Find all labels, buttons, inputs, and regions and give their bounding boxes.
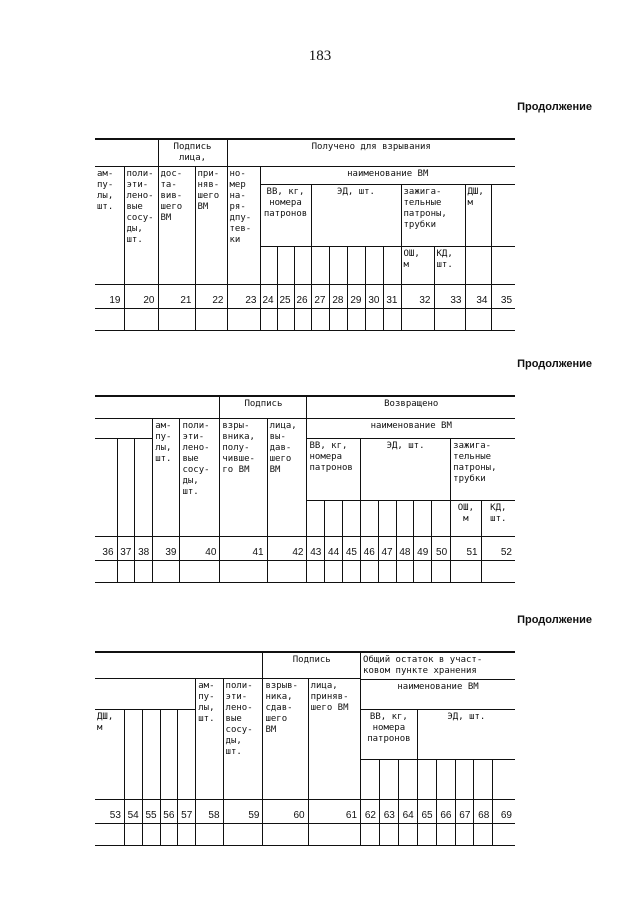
col-num: 61 (308, 799, 360, 823)
column-number-row-3 (95, 799, 515, 823)
col-num: 50 (432, 536, 451, 560)
header-podpis-lica: Подпись лица, (158, 139, 227, 167)
header-ed: ЭД, шт. (311, 185, 401, 247)
header-naimenovanie: наименование ВМ (260, 167, 515, 185)
header-vv: ВВ, кг, номера патронов (260, 185, 311, 247)
header-polietilenovye: поли- эти- лено- вые сосу- ды, шт. (124, 167, 158, 285)
header-osh: ОШ, м (451, 500, 481, 536)
col-num: 68 (474, 799, 493, 823)
col-num: 52 (481, 536, 515, 560)
col-num: 24 (260, 285, 277, 309)
col-num: 62 (361, 799, 380, 823)
col-num: 30 (365, 285, 383, 309)
col-num: 44 (325, 536, 343, 560)
header-vozvrascheno: Возвращено (307, 396, 515, 418)
col-num: 46 (360, 536, 378, 560)
col-num: 34 (465, 285, 491, 309)
header-dsh: ДШ, м (465, 185, 491, 247)
col-num: 29 (347, 285, 365, 309)
col-num: 21 (158, 285, 195, 309)
table-row (95, 560, 515, 582)
continuation-label-3: Продолжение (517, 614, 592, 626)
header-ed: ЭД, шт. (360, 438, 450, 500)
header-obschiy-ostatok: Общий остаток в участ- ковом пункте хранения (361, 652, 515, 680)
header-lica-prinyavshego: лица, приняв- шего ВМ (308, 678, 360, 799)
col-num: 35 (491, 285, 515, 309)
continuation-label-1: Продолжение (517, 101, 592, 113)
col-num: 36 (95, 536, 117, 560)
col-num: 63 (379, 799, 398, 823)
header-kd: КД, шт. (434, 247, 465, 285)
header-osh: ОШ, м (401, 247, 434, 285)
col-num: 42 (267, 536, 307, 560)
col-num: 31 (383, 285, 401, 309)
col-num: 47 (378, 536, 396, 560)
header-polietilenovye: поли- эти- лено- вые сосу- ды, шт. (180, 418, 220, 536)
header-vv: ВВ, кг, номера патронов (307, 438, 360, 500)
col-num: 66 (436, 799, 455, 823)
page-number: 183 (308, 48, 332, 64)
table-1 (95, 138, 515, 331)
header-zazhigatelnye: зажига- тельные патроны, трубки (451, 438, 515, 500)
col-num: 25 (277, 285, 294, 309)
col-num: 54 (124, 799, 142, 823)
col-num: 27 (311, 285, 329, 309)
col-num: 55 (142, 799, 160, 823)
header-nomer-ryada: но- мер на- ря- дпу- тев- ки (227, 167, 260, 285)
col-num: 39 (153, 536, 180, 560)
col-num: 43 (307, 536, 325, 560)
col-num: 37 (117, 536, 135, 560)
header-naimenovanie: наименование ВМ (307, 418, 515, 438)
col-num: 19 (95, 285, 124, 309)
col-num: 65 (417, 799, 436, 823)
col-num: 22 (195, 285, 227, 309)
col-num: 48 (396, 536, 414, 560)
header-ampuly: ам- пу- лы, шт. (196, 678, 223, 799)
header-prinyavshego: при- няв- шего ВМ (195, 167, 227, 285)
header-podpis: Подпись (263, 652, 361, 678)
table-row (95, 309, 515, 331)
col-num: 67 (455, 799, 474, 823)
col-num: 59 (223, 799, 263, 823)
header-polietilenovye: поли- эти- лено- вые сосу- ды, шт. (223, 678, 263, 799)
column-number-row-1 (95, 285, 515, 309)
col-num: 58 (196, 799, 223, 823)
column-number-row-2 (95, 536, 515, 560)
table-row (95, 823, 515, 845)
header-polucheno: Получено для взрывания (227, 139, 515, 167)
col-num: 23 (227, 285, 260, 309)
header-dostavivshego: дос- та- вив- шего ВМ (158, 167, 195, 285)
col-num: 51 (451, 536, 481, 560)
header-ampuly: ам- пу- лы, шт. (95, 167, 124, 285)
col-num: 45 (343, 536, 361, 560)
header-kd: КД, шт. (481, 500, 515, 536)
header-naimenovanie: наименование ВМ (361, 680, 515, 709)
col-num: 56 (160, 799, 178, 823)
col-num: 60 (263, 799, 308, 823)
col-num: 53 (95, 799, 124, 823)
header-ampuly: ам- пу- лы, шт. (153, 418, 180, 536)
col-num: 20 (124, 285, 158, 309)
continuation-label-2: Продолжение (517, 358, 592, 370)
table-2 (95, 395, 515, 583)
header-ed: ЭД, шт. (417, 709, 515, 759)
header-vzryvnika: взры- вника, полу- чивше- го ВМ (220, 418, 267, 536)
col-num: 33 (434, 285, 465, 309)
col-num: 69 (493, 799, 515, 823)
table-3 (95, 651, 515, 846)
col-num: 28 (329, 285, 347, 309)
col-num: 32 (401, 285, 434, 309)
header-podpis: Подпись (220, 396, 307, 418)
col-num: 49 (414, 536, 432, 560)
col-num: 57 (178, 799, 196, 823)
col-num: 38 (135, 536, 153, 560)
header-vv: ВВ, кг, номера патронов (361, 709, 418, 759)
header-lica-vydavshego: лица, вы- дав- шего ВМ (267, 418, 307, 536)
header-zazhigatelnye: зажига- тельные патроны, трубки (401, 185, 465, 247)
col-num: 64 (398, 799, 417, 823)
col-num: 41 (220, 536, 267, 560)
col-num: 40 (180, 536, 220, 560)
header-vzryvnika: взрыв- ника, сдав- шего ВМ (263, 678, 308, 799)
col-num: 26 (294, 285, 311, 309)
header-dsh: ДШ, м (97, 711, 114, 733)
